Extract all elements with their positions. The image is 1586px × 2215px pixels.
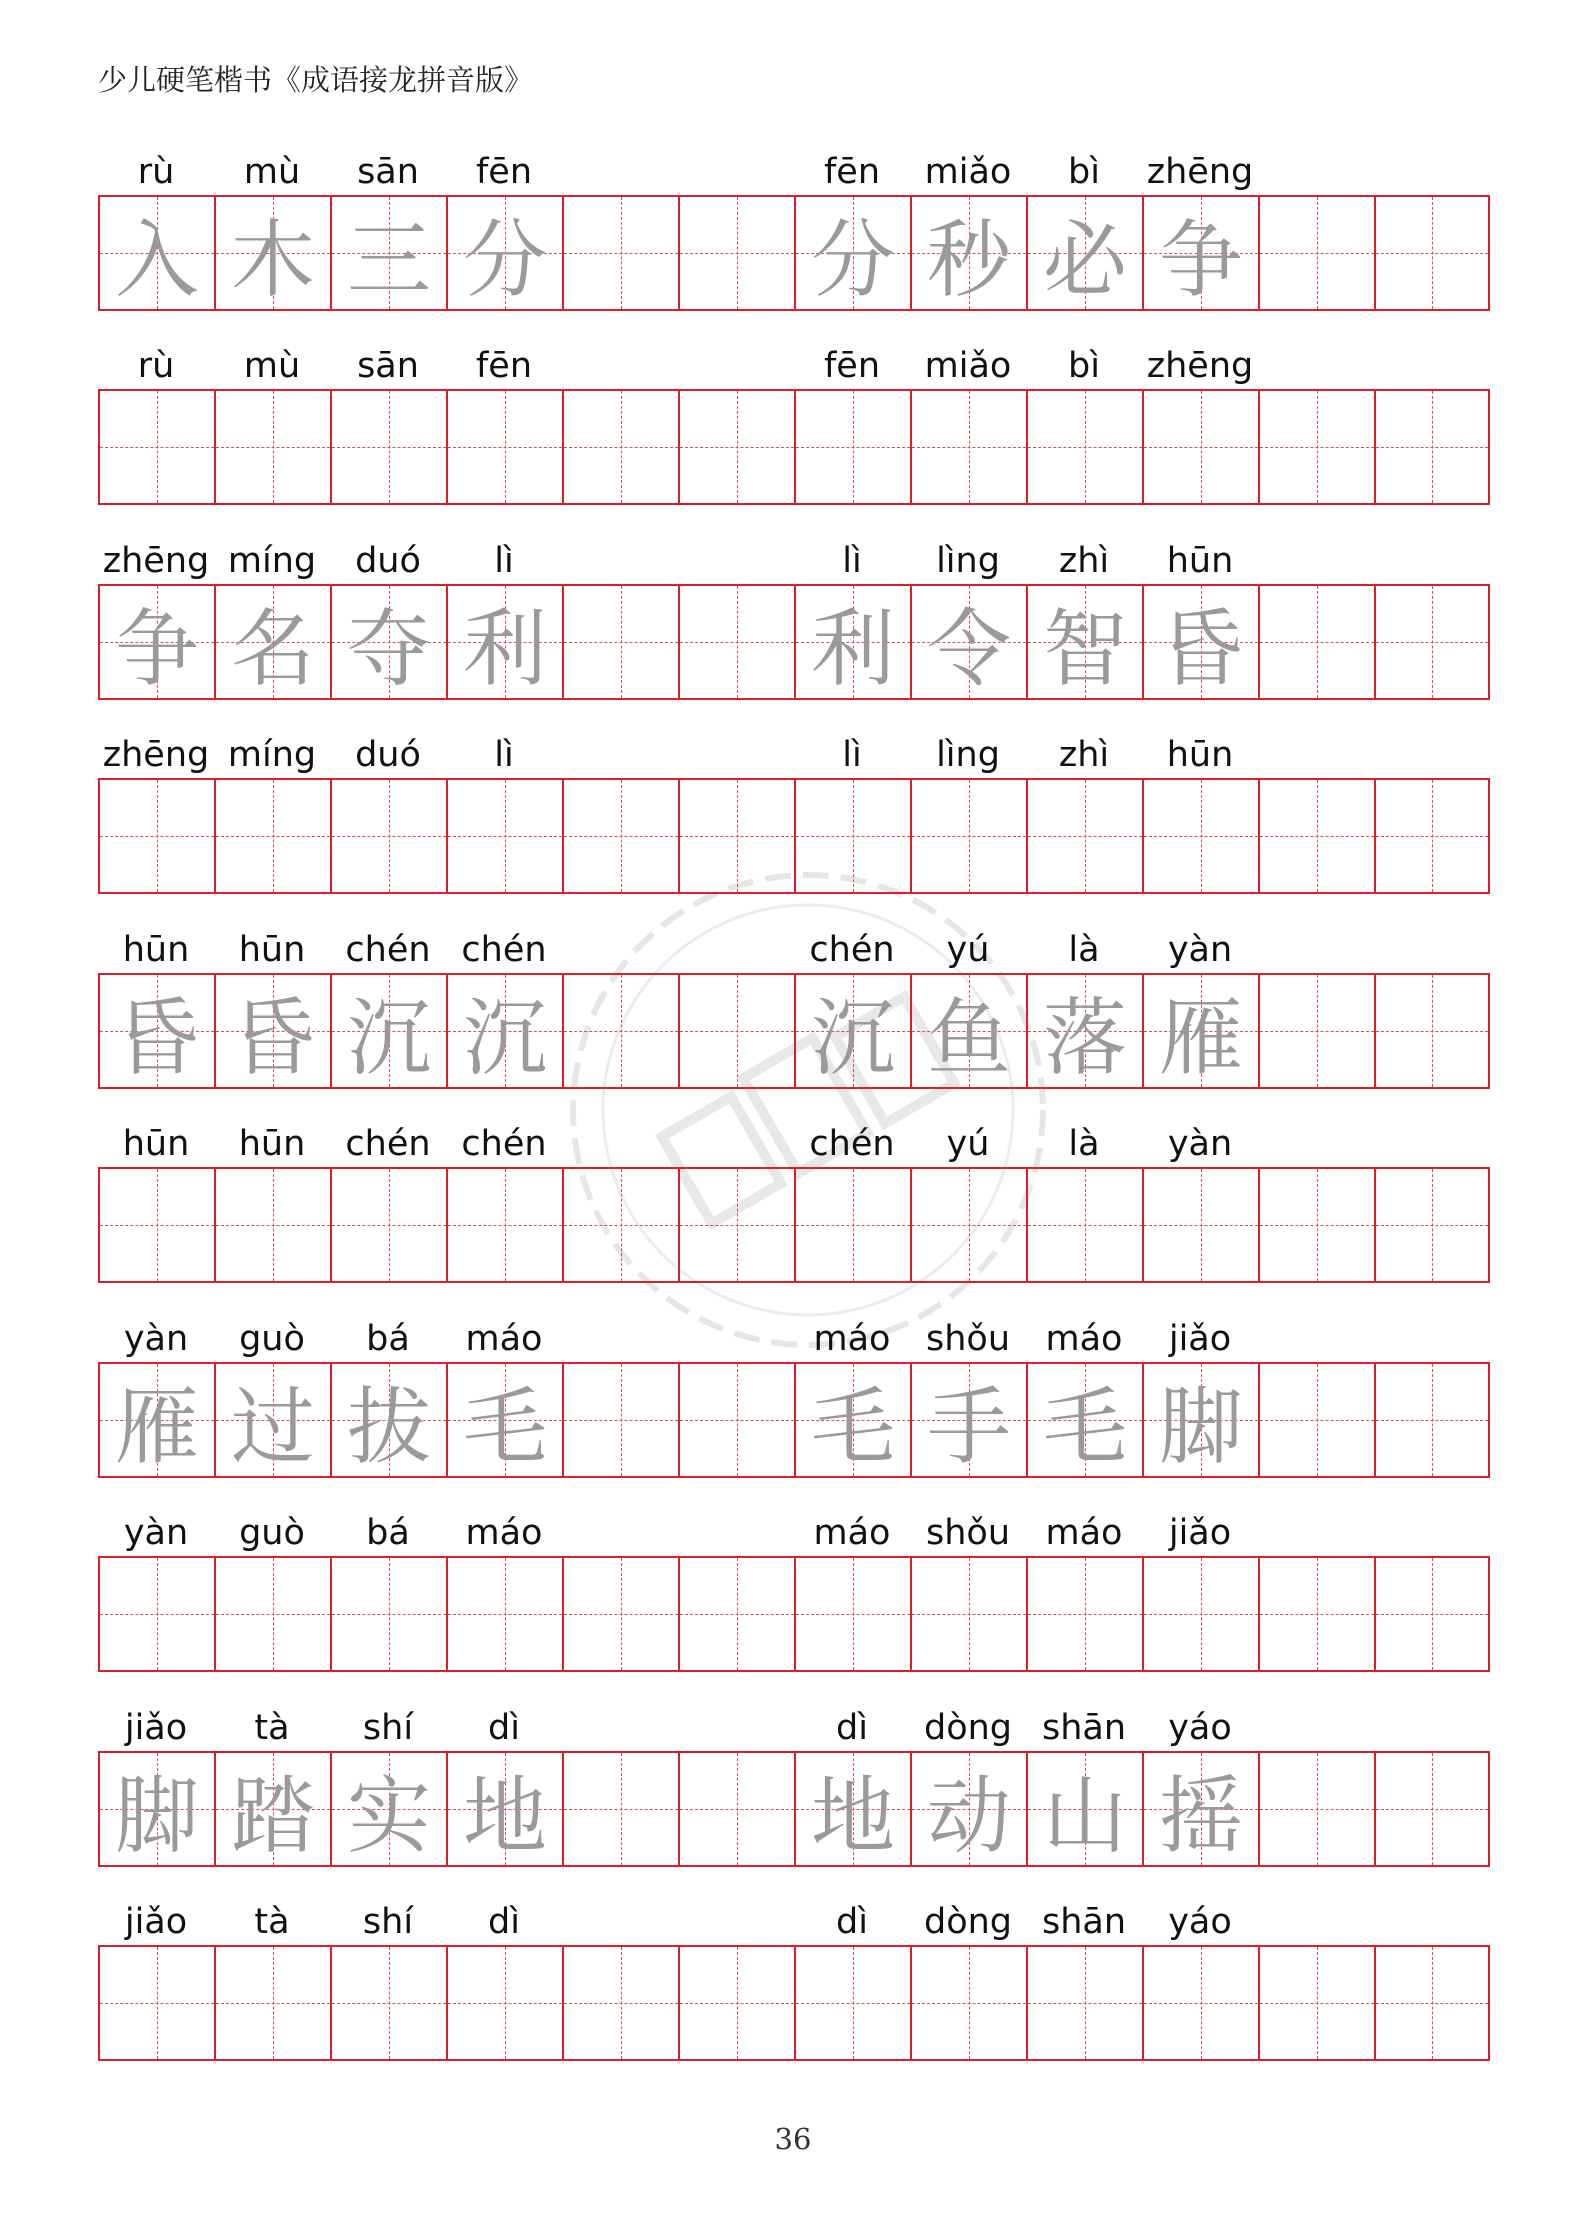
writing-cell[interactable] (1374, 1753, 1490, 1865)
pinyin-syllable: sān (357, 346, 419, 386)
writing-cell[interactable] (794, 1753, 910, 1865)
pinyin-syllable: yàn (1167, 1124, 1233, 1164)
pinyin-syllable: chén (461, 1124, 547, 1164)
writing-cell[interactable] (1026, 1753, 1142, 1865)
pinyin-row (98, 1508, 1490, 1558)
pinyin-syllable: là (1068, 1124, 1100, 1164)
pinyin-syllable: lì (494, 735, 514, 775)
pinyin-syllable: bá (366, 1513, 410, 1553)
writing-cell[interactable] (1374, 1169, 1490, 1281)
writing-cell[interactable] (1374, 1364, 1490, 1476)
writing-cell[interactable] (446, 391, 562, 503)
trace-character: 沉 (346, 988, 431, 1087)
blank-practice-grid-row (98, 1556, 1490, 1672)
pinyin-syllable: máo (813, 1319, 891, 1359)
trace-character: 智 (1042, 599, 1127, 698)
trace-character: 手 (926, 1377, 1011, 1476)
trace-character: 争 (114, 599, 199, 698)
page-header: 少儿硬笔楷书《成语接龙拼音版》 (98, 63, 534, 97)
pinyin-row (98, 1897, 1490, 1947)
trace-character: 必 (1042, 210, 1127, 309)
pinyin-syllable: chén (809, 1124, 895, 1164)
trace-character: 毛 (810, 1377, 895, 1476)
writing-cell[interactable] (330, 1753, 446, 1865)
trace-character: 名 (230, 599, 315, 698)
pinyin-syllable: máo (1045, 1319, 1123, 1359)
writing-cell[interactable] (910, 1364, 1026, 1476)
pinyin-syllable: yàn (123, 1513, 189, 1553)
pinyin-syllable: lì (842, 541, 862, 581)
writing-cell[interactable] (214, 1753, 330, 1865)
pinyin-syllable: lì (494, 541, 514, 581)
pinyin-syllable: zhì (1058, 541, 1110, 581)
writing-cell[interactable] (1374, 975, 1490, 1087)
writing-cell[interactable] (214, 391, 330, 503)
pinyin-syllable: zhēng (1146, 346, 1254, 386)
writing-cell[interactable] (98, 197, 214, 309)
pinyin-syllable: là (1068, 930, 1100, 970)
trace-character: 毛 (462, 1377, 547, 1476)
trace-character: 令 (926, 599, 1011, 698)
pinyin-row (98, 925, 1490, 975)
pinyin-syllable: sān (357, 152, 419, 192)
writing-cell[interactable] (562, 391, 678, 503)
trace-character: 毛 (1042, 1377, 1127, 1476)
writing-cell[interactable] (1142, 1753, 1258, 1865)
pinyin-syllable: guò (239, 1319, 305, 1359)
pinyin-syllable: hūn (1166, 735, 1234, 775)
writing-cell[interactable] (1026, 1364, 1142, 1476)
writing-cell[interactable] (1374, 197, 1490, 309)
pinyin-syllable: tà (254, 1708, 290, 1748)
writing-cell[interactable] (214, 1947, 330, 2059)
writing-cell[interactable] (98, 586, 214, 698)
writing-cell[interactable] (794, 1169, 910, 1281)
writing-cell[interactable] (330, 1169, 446, 1281)
writing-cell[interactable] (1142, 1364, 1258, 1476)
writing-cell[interactable] (98, 1753, 214, 1865)
pinyin-syllable: yàn (123, 1319, 189, 1359)
writing-cell[interactable] (910, 1169, 1026, 1281)
pinyin-syllable: míng (227, 541, 317, 581)
trace-character: 地 (462, 1766, 547, 1865)
writing-cell[interactable] (1026, 1558, 1142, 1670)
trace-character: 利 (462, 599, 547, 698)
writing-cell[interactable] (330, 1947, 446, 2059)
writing-cell[interactable] (678, 780, 794, 892)
pinyin-syllable: máo (1045, 1513, 1123, 1553)
writing-cell[interactable] (1026, 586, 1142, 698)
writing-cell[interactable] (794, 1558, 910, 1670)
pinyin-syllable: jiǎo (1168, 1513, 1232, 1553)
writing-cell[interactable] (330, 197, 446, 309)
writing-cell[interactable] (1258, 1753, 1374, 1865)
writing-cell[interactable] (562, 586, 678, 698)
writing-cell[interactable] (1142, 1169, 1258, 1281)
writing-cell[interactable] (1258, 1947, 1374, 2059)
pinyin-syllable: máo (465, 1513, 543, 1553)
trace-character: 拔 (346, 1377, 431, 1476)
writing-cell[interactable] (1258, 1364, 1374, 1476)
writing-cell[interactable] (910, 975, 1026, 1087)
pinyin-syllable: yú (946, 1124, 990, 1164)
pinyin-syllable: zhì (1058, 735, 1110, 775)
writing-cell[interactable] (910, 391, 1026, 503)
trace-character: 沉 (462, 988, 547, 1087)
writing-cell[interactable] (794, 391, 910, 503)
writing-cell[interactable] (678, 586, 794, 698)
writing-cell[interactable] (910, 780, 1026, 892)
trace-character: 雁 (1158, 988, 1243, 1087)
pinyin-syllable: dì (836, 1708, 868, 1748)
pinyin-syllable: bì (1068, 152, 1100, 192)
writing-cell[interactable] (1374, 780, 1490, 892)
pinyin-syllable: bì (1068, 346, 1100, 386)
page-number: 36 (774, 2122, 812, 2156)
pinyin-syllable: lì (842, 735, 862, 775)
writing-cell[interactable] (1258, 1169, 1374, 1281)
writing-cell[interactable] (98, 1947, 214, 2059)
writing-cell[interactable] (1026, 197, 1142, 309)
pinyin-syllable: fēn (475, 152, 533, 192)
pinyin-syllable: hūn (238, 1124, 306, 1164)
tracing-grid-row (98, 584, 1490, 700)
pinyin-syllable: hūn (1166, 541, 1234, 581)
pinyin-syllable: jiǎo (124, 1708, 188, 1748)
writing-cell[interactable] (1374, 391, 1490, 503)
writing-cell[interactable] (1142, 1947, 1258, 2059)
trace-character: 昏 (1158, 599, 1243, 698)
writing-cell[interactable] (1142, 197, 1258, 309)
writing-cell[interactable] (562, 1364, 678, 1476)
writing-cell[interactable] (330, 586, 446, 698)
trace-character: 利 (810, 599, 895, 698)
writing-cell[interactable] (446, 1558, 562, 1670)
pinyin-syllable: shí (362, 1708, 414, 1748)
writing-cell[interactable] (446, 780, 562, 892)
trace-character: 争 (1158, 210, 1243, 309)
blank-practice-grid-row (98, 778, 1490, 894)
writing-cell[interactable] (214, 975, 330, 1087)
pinyin-syllable: shǒu (925, 1513, 1010, 1553)
writing-cell[interactable] (910, 1558, 1026, 1670)
pinyin-row (98, 1703, 1490, 1753)
writing-cell[interactable] (678, 1753, 794, 1865)
writing-cell[interactable] (330, 1558, 446, 1670)
writing-cell[interactable] (1258, 975, 1374, 1087)
writing-cell[interactable] (562, 780, 678, 892)
pinyin-syllable: rù (137, 346, 175, 386)
writing-cell[interactable] (1142, 780, 1258, 892)
writing-cell[interactable] (446, 1947, 562, 2059)
pinyin-syllable: jiǎo (1168, 1319, 1232, 1359)
pinyin-syllable: mù (243, 346, 301, 386)
writing-cell[interactable] (794, 975, 910, 1087)
writing-cell[interactable] (910, 1753, 1026, 1865)
pinyin-syllable: hūn (122, 930, 190, 970)
writing-cell[interactable] (1026, 780, 1142, 892)
pinyin-row (98, 536, 1490, 586)
pinyin-syllable: dòng (923, 1902, 1013, 1942)
pinyin-row (98, 147, 1490, 197)
writing-cell[interactable] (794, 1364, 910, 1476)
writing-cell[interactable] (446, 975, 562, 1087)
pinyin-syllable: dì (488, 1708, 520, 1748)
pinyin-syllable: fēn (823, 152, 881, 192)
writing-cell[interactable] (1258, 780, 1374, 892)
tracing-grid-row (98, 973, 1490, 1089)
writing-cell[interactable] (1258, 586, 1374, 698)
writing-cell[interactable] (1026, 391, 1142, 503)
trace-character: 鱼 (926, 988, 1011, 1087)
trace-character: 过 (230, 1377, 315, 1476)
trace-character: 雁 (114, 1377, 199, 1476)
pinyin-syllable: shǒu (925, 1319, 1010, 1359)
trace-character: 分 (810, 210, 895, 309)
writing-cell[interactable] (1026, 975, 1142, 1087)
writing-cell[interactable] (98, 1558, 214, 1670)
pinyin-syllable: chén (345, 930, 431, 970)
writing-cell[interactable] (678, 975, 794, 1087)
pinyin-syllable: rù (137, 152, 175, 192)
writing-cell[interactable] (446, 1169, 562, 1281)
trace-character: 沉 (810, 988, 895, 1087)
writing-cell[interactable] (1142, 586, 1258, 698)
writing-cell[interactable] (1374, 1558, 1490, 1670)
trace-character: 昏 (114, 988, 199, 1087)
writing-cell[interactable] (562, 197, 678, 309)
pinyin-syllable: zhēng (102, 541, 210, 581)
pinyin-syllable: miǎo (924, 152, 1012, 192)
writing-cell[interactable] (446, 586, 562, 698)
blank-practice-grid-row (98, 1167, 1490, 1283)
writing-cell[interactable] (214, 780, 330, 892)
writing-cell[interactable] (794, 586, 910, 698)
trace-character: 山 (1042, 1766, 1127, 1865)
pinyin-syllable: máo (465, 1319, 543, 1359)
pinyin-syllable: tà (254, 1902, 290, 1942)
writing-cell[interactable] (562, 1558, 678, 1670)
writing-cell[interactable] (214, 1558, 330, 1670)
pinyin-syllable: máo (813, 1513, 891, 1553)
pinyin-row (98, 341, 1490, 391)
writing-cell[interactable] (1142, 975, 1258, 1087)
trace-character: 昏 (230, 988, 315, 1087)
pinyin-syllable: chén (461, 930, 547, 970)
writing-cell[interactable] (214, 1169, 330, 1281)
pinyin-syllable: dòng (923, 1708, 1013, 1748)
trace-character: 地 (810, 1766, 895, 1865)
writing-cell[interactable] (678, 197, 794, 309)
writing-cell[interactable] (214, 1364, 330, 1476)
writing-cell[interactable] (98, 1169, 214, 1281)
writing-cell[interactable] (446, 197, 562, 309)
writing-cell[interactable] (910, 586, 1026, 698)
tracing-grid-row (98, 195, 1490, 311)
pinyin-syllable: hūn (238, 930, 306, 970)
writing-cell[interactable] (330, 975, 446, 1087)
writing-cell[interactable] (98, 780, 214, 892)
writing-cell[interactable] (1026, 1947, 1142, 2059)
pinyin-syllable: fēn (475, 346, 533, 386)
writing-cell[interactable] (214, 586, 330, 698)
pinyin-syllable: hūn (122, 1124, 190, 1164)
pinyin-syllable: yú (946, 930, 990, 970)
writing-cell[interactable] (910, 1947, 1026, 2059)
writing-cell[interactable] (678, 391, 794, 503)
pinyin-row (98, 1119, 1490, 1169)
pinyin-syllable: yàn (1167, 930, 1233, 970)
writing-cell[interactable] (910, 197, 1026, 309)
writing-cell[interactable] (330, 1364, 446, 1476)
writing-cell[interactable] (678, 1169, 794, 1281)
pinyin-syllable: míng (227, 735, 317, 775)
pinyin-syllable: miǎo (924, 346, 1012, 386)
trace-character: 动 (926, 1766, 1011, 1865)
trace-character: 三 (346, 210, 431, 309)
pinyin-syllable: duó (355, 541, 421, 581)
pinyin-row (98, 730, 1490, 780)
pinyin-syllable: lìng (936, 735, 1000, 775)
writing-cell[interactable] (98, 975, 214, 1087)
writing-cell[interactable] (562, 975, 678, 1087)
trace-character: 入 (114, 210, 199, 309)
trace-character: 摇 (1158, 1766, 1243, 1865)
tracing-grid-row (98, 1362, 1490, 1478)
pinyin-syllable: dì (836, 1902, 868, 1942)
writing-cell[interactable] (1142, 1558, 1258, 1670)
pinyin-syllable: dì (488, 1902, 520, 1942)
writing-cell[interactable] (98, 1364, 214, 1476)
trace-character: 脚 (114, 1766, 199, 1865)
writing-cell[interactable] (562, 1947, 678, 2059)
writing-cell[interactable] (562, 1169, 678, 1281)
writing-cell[interactable] (1026, 1169, 1142, 1281)
pinyin-syllable: shān (1041, 1902, 1127, 1942)
pinyin-syllable: fēn (823, 346, 881, 386)
writing-cell[interactable] (446, 1364, 562, 1476)
writing-cell[interactable] (678, 1558, 794, 1670)
trace-character: 实 (346, 1766, 431, 1865)
writing-cell[interactable] (330, 391, 446, 503)
pinyin-row (98, 1314, 1490, 1364)
writing-cell[interactable] (330, 780, 446, 892)
tracing-grid-row (98, 1751, 1490, 1867)
writing-cell[interactable] (1258, 391, 1374, 503)
pinyin-syllable: chén (809, 930, 895, 970)
writing-cell[interactable] (1258, 1558, 1374, 1670)
writing-cell[interactable] (98, 391, 214, 503)
pinyin-syllable: shí (362, 1902, 414, 1942)
pinyin-syllable: zhēng (102, 735, 210, 775)
pinyin-syllable: guò (239, 1513, 305, 1553)
writing-cell[interactable] (446, 1753, 562, 1865)
trace-character: 夺 (346, 599, 431, 698)
writing-cell[interactable] (678, 1364, 794, 1476)
pinyin-syllable: jiǎo (124, 1902, 188, 1942)
writing-cell[interactable] (1142, 391, 1258, 503)
blank-practice-grid-row (98, 1945, 1490, 2061)
writing-cell[interactable] (794, 197, 910, 309)
trace-character: 落 (1042, 988, 1127, 1087)
pinyin-syllable: duó (355, 735, 421, 775)
pinyin-syllable: zhēng (1146, 152, 1254, 192)
pinyin-syllable: shān (1041, 1708, 1127, 1748)
pinyin-syllable: yáo (1168, 1902, 1232, 1942)
trace-character: 分 (462, 210, 547, 309)
pinyin-syllable: yáo (1168, 1708, 1232, 1748)
writing-cell[interactable] (1374, 1947, 1490, 2059)
writing-cell[interactable] (214, 197, 330, 309)
writing-cell[interactable] (794, 1947, 910, 2059)
trace-character: 踏 (230, 1766, 315, 1865)
pinyin-syllable: lìng (936, 541, 1000, 581)
trace-character: 脚 (1158, 1377, 1243, 1476)
writing-cell[interactable] (1258, 197, 1374, 309)
trace-character: 秒 (926, 210, 1011, 309)
blank-practice-grid-row (98, 389, 1490, 505)
writing-cell[interactable] (1374, 586, 1490, 698)
trace-character: 木 (230, 210, 315, 309)
pinyin-syllable: chén (345, 1124, 431, 1164)
pinyin-syllable: bá (366, 1319, 410, 1359)
pinyin-syllable: mù (243, 152, 301, 192)
writing-cell[interactable] (678, 1947, 794, 2059)
writing-cell[interactable] (794, 780, 910, 892)
writing-cell[interactable] (562, 1753, 678, 1865)
